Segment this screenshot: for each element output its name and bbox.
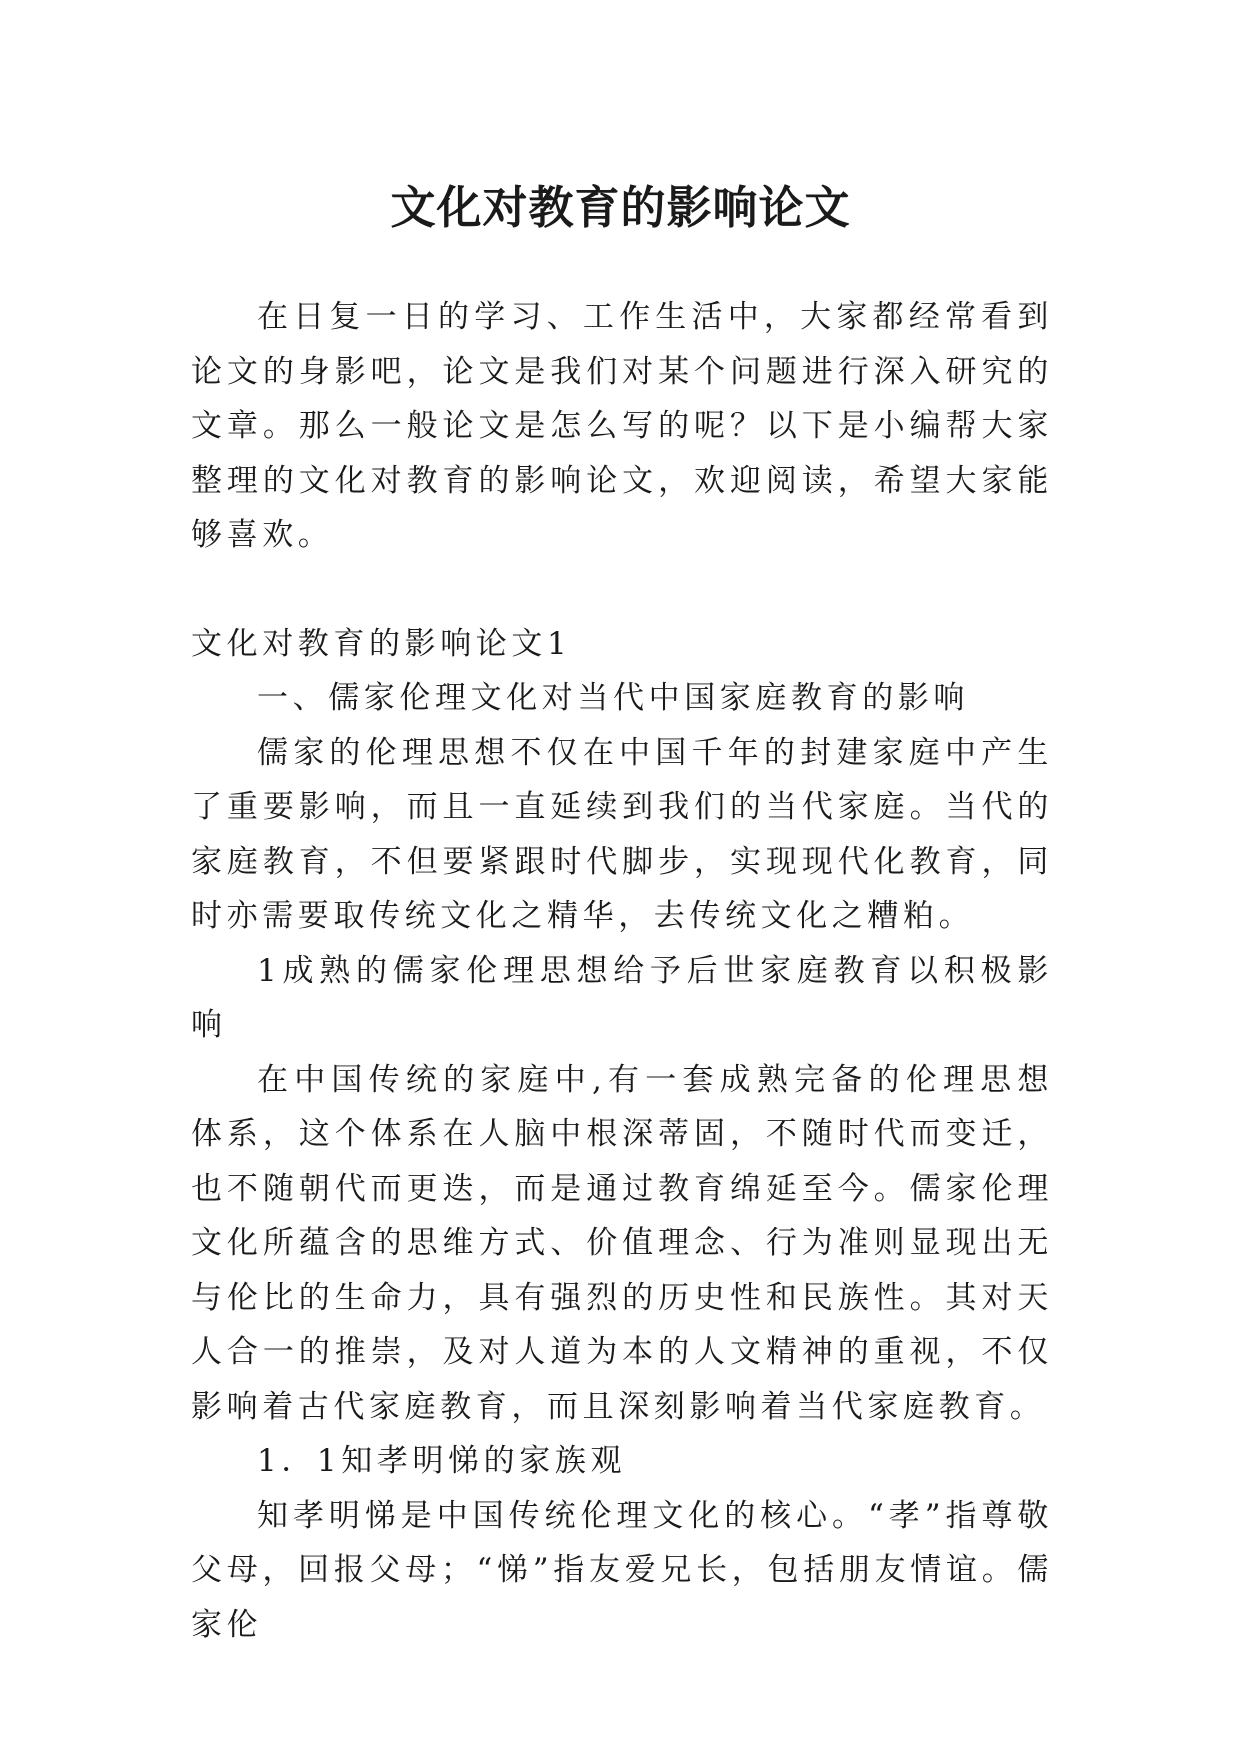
section-heading: 文化对教育的影响论文1	[191, 625, 572, 662]
intro-paragraph: 在日复一日的学习、工作生活中，大家都经常看到论文的身影吧，论文是我们对某个问题进行深入研究的文章。那么一般论文是怎么写的呢？以下是小编帮大家整理的文化对教育的影响论文，欢迎阅读，希望大家能够喜欢。	[191, 299, 1053, 553]
subsection-heading: 一、儒家伦理文化对当代中国家庭教育的影响	[257, 680, 969, 716]
subsection-heading: 1成熟的儒家伦理思想给予后世家庭教育以积极影响	[191, 952, 1053, 1043]
body-paragraph: 儒家的伦理思想不仅在中国千年的封建家庭中产生了重要影响，而且一直延续到我们的当代家庭。当代的家庭教育，不但要紧跟时代脚步，实现现代化教育，同时亦需要取传统文化之精华，去传统文化之糟粕。	[191, 734, 1053, 934]
body-paragraph: 在中国传统的家庭中,有一套成熟完备的伦理思想体系，这个体系在人脑中根深蒂固，不随时代而变迁，也不随朝代而更迭，而是通过教育绵延至今。儒家伦理文化所蕴含的思维方式、价值理念、行为准则显现出无与伦比的生命力，具有强烈的历史性和民族性。其对天人合一的推崇，及对人道为本的人文精神的重视，不仅影响着古代家庭教育，而且深刻影响着当代家庭教育。	[191, 1061, 1053, 1425]
document-title: 文化对教育的影响论文	[390, 181, 851, 235]
document-body	[191, 290, 1053, 1652]
body-paragraph: 知孝明悌是中国传统伦理文化的核心。“孝”指尊敬父母，回报父母；“悌”指友爱兄长，包括朋友情谊。儒家伦	[191, 1497, 1053, 1643]
subsection-heading: 1．1知孝明悌的家族观	[257, 1443, 627, 1479]
